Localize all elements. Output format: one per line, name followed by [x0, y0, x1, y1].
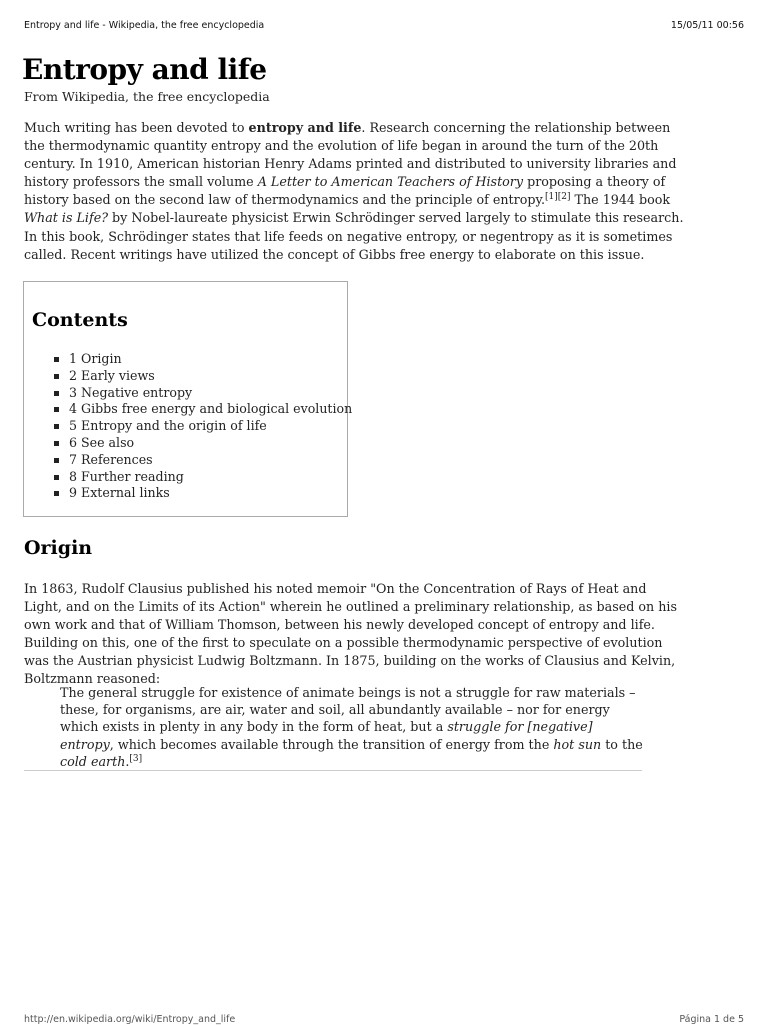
- print-header: [24, 20, 744, 31]
- intro-text-1: Much writing has been devoted to: [24, 120, 249, 135]
- toc-item: [54, 435, 352, 452]
- intro-text-3: proposing a theory of history based on the second law of thermodynamics and the principle of entropy.: [24, 174, 666, 208]
- toc-item: [54, 351, 352, 368]
- toc-item: [54, 485, 352, 502]
- book-title-what-is-life: What is Life?: [24, 210, 108, 226]
- toc-item: [54, 418, 352, 435]
- toc-link-further-reading[interactable]: 8 Further reading: [69, 468, 184, 484]
- toc-title: Contents: [32, 309, 128, 331]
- toc-item: [54, 401, 352, 418]
- table-of-contents: [23, 281, 353, 517]
- quote-text-3: to the: [601, 736, 643, 752]
- quote-emphasis-struggle: struggle for [negative] entropy: [60, 719, 593, 752]
- citation-1-link[interactable]: [1]: [545, 192, 558, 203]
- toc-item: [54, 385, 352, 402]
- book-title-letter: A Letter to American Teachers of History: [257, 174, 524, 190]
- quote-emphasis-hot-sun: hot sun: [553, 736, 602, 752]
- toc-link-origin-of-life[interactable]: 5 Entropy and the origin of life: [69, 418, 267, 434]
- toc-list: [54, 351, 352, 502]
- toc-link-see-also[interactable]: 6 See also: [69, 434, 135, 450]
- toc-item: [54, 469, 352, 486]
- page-title: Entropy and life: [22, 53, 267, 86]
- toc-link-external-links[interactable]: 9 External links: [69, 485, 170, 501]
- print-footer: [24, 1014, 744, 1025]
- toc-link-origin[interactable]: 1 Origin: [69, 351, 122, 366]
- origin-paragraph: In 1863, Rudolf Clausius published his noted memoir "On the Concentration of Rays of Heat and Light, and on the Limits of its Action" wherein he outlined a preliminary relationship, as based on his own work and that of William Thomson, between his newly developed concept of entropy and life. Building on this, one of the first to speculate on a possible thermodynamic perspective of evolution was the Austrian physicist Ludwig Boltzmann. In 1875, building on the works of Clausius and Kelvin, Boltzmann reasoned:: [24, 581, 677, 687]
- page-subtitle: From Wikipedia, the free encyclopedia: [24, 89, 270, 104]
- toc-item: [54, 452, 352, 469]
- print-footer-page-number: Página 1 de 5: [679, 1014, 744, 1025]
- quote-emphasis-cold-earth: cold earth: [60, 753, 126, 769]
- horizontal-divider: [24, 770, 642, 771]
- toc-link-early-views[interactable]: 2 Early views: [69, 367, 155, 383]
- toc-link-gibbs-free-energy[interactable]: 4 Gibbs free energy and biological evolution: [69, 401, 353, 417]
- print-footer-url: http://en.wikipedia.org/wiki/Entropy_and_life: [24, 1014, 236, 1025]
- toc-link-negative-entropy[interactable]: 3 Negative entropy: [69, 384, 193, 400]
- intro-text-5: by Nobel-laureate physicist Erwin Schrödinger served largely to stimulate this research. In this book, Schrödinger states that life feeds on negative entropy, or negentropy as it is sometimes called. Recent writings have utilized the concept of Gibbs free energy to elaborate on this issue.: [24, 210, 684, 262]
- toc-item: [54, 368, 352, 385]
- intro-text-2: . Research concerning the relationship between the thermodynamic quantity entropy and the evolution of life began in around the turn of the 20th century. In 1910, American historian Henry Adams printed and distributed to university libraries and history professors the small volume: [24, 120, 677, 190]
- citation-3-link[interactable]: [3]: [129, 753, 143, 764]
- print-header-timestamp: 15/05/11 00:56: [670, 20, 744, 31]
- section-heading-origin: Origin: [24, 537, 93, 559]
- quote-text-4: .: [125, 753, 130, 769]
- quote-text-2: , which becomes available through the transition of energy from the: [109, 736, 554, 752]
- citation-2-link[interactable]: [2]: [557, 192, 571, 203]
- toc-link-references[interactable]: 7 References: [69, 451, 153, 467]
- intro-paragraph: [24, 119, 684, 264]
- intro-text-4: The 1944 book: [570, 192, 671, 208]
- print-header-title: Entropy and life - Wikipedia, the free encyclopedia: [24, 20, 265, 31]
- intro-bold-term: entropy and life: [248, 120, 362, 135]
- quote-text-1: The general struggle for existence of animate beings is not a struggle for raw materials – these, for organisms, are air, water and soil, all abundantly available – nor for energy which exists in plenty in any body in the form of heat, but a: [60, 685, 636, 735]
- boltzmann-quote: [60, 684, 650, 770]
